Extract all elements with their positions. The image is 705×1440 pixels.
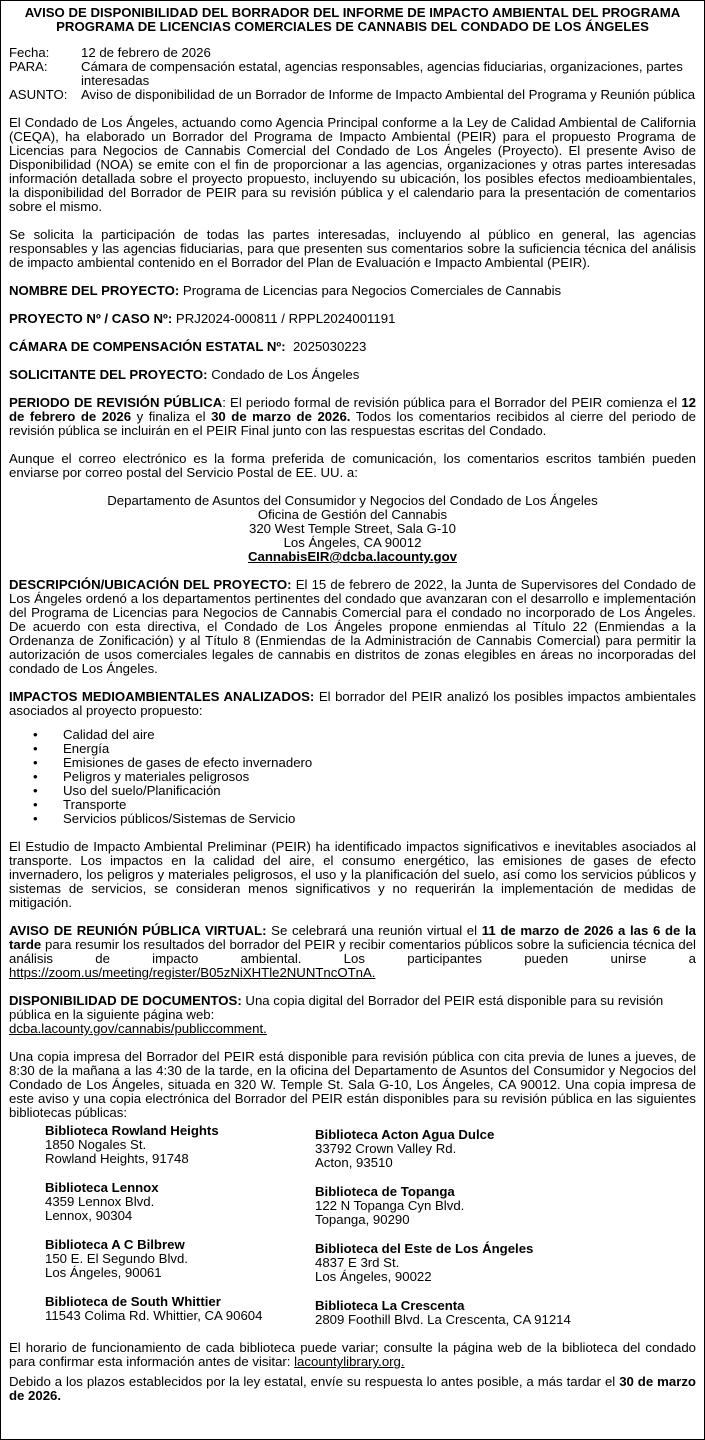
deadline-date: 30 de marzo de 2026. (9, 1374, 696, 1403)
list-item: • Uso del suelo/Planificación (33, 784, 696, 798)
description-label: DESCRIPCIÓN/UBICACIÓN DEL PROYECTO: (9, 577, 292, 592)
library-column-left (9, 1124, 315, 1327)
mailing-address (9, 494, 696, 564)
library-city: Los Ángeles, 90061 (45, 1265, 162, 1280)
applicant-field (9, 368, 696, 382)
list-item: • Servicios públicos/Sistemas de Servicio (33, 812, 696, 826)
clearinghouse-value: 2025030223 (285, 339, 367, 354)
applicant-label: SOLICITANTE DEL PROYECTO: (9, 367, 208, 382)
impacts-text: El borrador del PEIR analizó los posibles impactos ambientales asociados al proyecto propuesto: (9, 689, 696, 718)
fecha-label: Fecha: (9, 45, 50, 60)
library-name: Biblioteca del Este de Los Ángeles (315, 1241, 534, 1256)
hours-text: El horario de funcionamiento de cada biblioteca puede variar; consulte la página web de la biblioteca del condado para confirmar esta información antes de visitar: (9, 1340, 696, 1369)
library-city: Lennox, 90304 (45, 1208, 133, 1223)
applicant-value: Condado de Los Ángeles (207, 367, 360, 382)
list-item (315, 1185, 571, 1227)
documents-paragraph (9, 994, 696, 1036)
library-list (9, 1124, 696, 1327)
list-item (315, 1299, 571, 1327)
case-number-label: PROYECTO Nº / CASO Nº: (9, 311, 173, 326)
address-line-2: Oficina de Gestión del Cannabis (257, 507, 448, 522)
impacts-label: IMPACTOS MEDIOAMBIENTALES ANALIZADOS: (9, 689, 315, 704)
library-address: 11543 Colima Rd. Whittier, CA 90604 (45, 1308, 263, 1323)
library-name: Biblioteca de South Whittier (45, 1294, 221, 1309)
meeting-text-1: Se celebrará una reunión virtual el (266, 923, 482, 938)
library-address: 1850 Nogales St. (45, 1137, 147, 1152)
library-name: Biblioteca de Topanga (315, 1184, 455, 1199)
list-item (45, 1295, 315, 1323)
fecha-value: 12 de febrero de 2026 (81, 45, 211, 60)
para-value: Cámara de compensación estatal, agencias responsables, agencias fiduciarias, organizaciones, partes interesadas (81, 59, 683, 88)
zoom-link[interactable]: https://zoom.us/meeting/register/B05zNiXHTle2NUNTncOTnA. (9, 965, 376, 980)
notice-title (9, 6, 696, 34)
meeting-paragraph (9, 924, 696, 980)
list-item (315, 1242, 571, 1284)
list-item: • Peligros y materiales peligrosos (33, 770, 696, 784)
documents-text: Una copia digital del Borrador del PEIR está disponible para su revisión pública en la siguiente página web: (9, 993, 664, 1022)
list-item: • Calidad del aire (33, 728, 696, 742)
case-number-value: PRJ2024-000811 / RPPL2024001191 (172, 311, 396, 326)
library-city: Los Ángeles, 90022 (315, 1269, 432, 1284)
mail-note: Aunque el correo electrónico es la forma preferida de comunicación, los comentarios escritos también pueden enviarse por correo postal del Servicio Postal de EE. UU. a: (9, 451, 696, 480)
para-label: PARA: (9, 59, 48, 74)
title-line-1: AVISO DE DISPONIBILIDAD DEL BORRADOR DEL INFORME DE IMPACTO AMBIENTAL DEL PROGRAMA (24, 5, 681, 20)
review-text-2: y finaliza el (131, 409, 212, 424)
library-city: Acton, 93510 (315, 1155, 393, 1170)
review-end-date: 30 de marzo de 2026. (211, 409, 351, 424)
documents-label: DISPONIBILIDAD DE DOCUMENTOS: (9, 993, 242, 1008)
review-start-date: 12 de febrero de 2026 (9, 395, 697, 424)
list-item (45, 1181, 315, 1223)
asunto-label: ASUNTO: (9, 87, 68, 102)
meeting-date: 11 de marzo de 2026 a las 6 de la tarde (9, 923, 697, 952)
list-item (45, 1124, 315, 1166)
library-name: Biblioteca Acton Agua Dulce (315, 1127, 495, 1142)
review-period-paragraph (9, 396, 696, 438)
description-text: El 15 de febrero de 2022, la Junta de Supervisores del Condado de Los Ángeles ordenó a los departamentos pertinentes del condado que avanzaran con el desarrollo e implementación del Programa de Licencias para Negocios de Cannabis Comercial para el condado no incorporado de Los Ángeles. De acuerdo con esta directiva, el Condado de Los Ángeles propone enmiendas al Título 22 (Enmiendas a la Ordenanza de Zonificación) y al Título 8 (Enmiendas de la Administración de Cannabis Comercial) para permitir la autorización de usos comerciales legales de cannabis en distritos de zonas elegibles en áreas no incorporadas del condado de Los Ángeles. (9, 577, 696, 676)
fecha-row (9, 46, 696, 60)
case-number-field (9, 312, 696, 326)
asunto-row (9, 88, 696, 102)
list-item: • Transporte (33, 798, 696, 812)
review-text-3: Todos los comentarios recibidos al cierre del periodo de revisión pública se incluirán en el PEIR Final junto con las respuestas escritas del Condado. (9, 409, 697, 438)
library-name: Biblioteca Rowland Heights (45, 1123, 219, 1138)
para-row (9, 60, 696, 88)
list-item: • Energía (33, 742, 696, 756)
project-name-field (9, 284, 696, 298)
list-item: • Emisiones de gases de efecto invernadero (33, 756, 696, 770)
print-copy-paragraph: Una copia impresa del Borrador del PEIR está disponible para revisión pública con cita previa de lunes a jueves, de 8:30 de la mañana a las 4:30 de la tarde, en la oficina del Departamento de Asuntos del Consumidor y Negocios del Condado de Los Ángeles, situada en 320 W. Temple St. Sala G-10, Los Ángeles, CA 90012. Una copia impresa de este aviso y una copia electrónica del Borrador del PEIR están disponibles para su revisión pública en las siguientes bibliotecas públicas: (9, 1049, 696, 1120)
library-address: 2809 Foothill Blvd. La Crescenta, CA 91214 (315, 1312, 571, 1327)
list-item (315, 1128, 571, 1170)
description-paragraph (9, 578, 696, 676)
library-address: 4837 E 3rd St. (315, 1255, 400, 1270)
impacts-summary: El Estudio de Impacto Ambiental Preliminar (PEIR) ha identificado impactos significativos e inevitables asociados al transporte. Los impactos en la calidad del aire, el consumo energético, las emisiones de gases de efecto invernadero, los peligros y materiales peligrosos, el uso y la planificación del suelo, así como los servicios públicos y sistemas de servicios, se consideran menos significativos y no requerirán la implementación de medidas de mitigación. (9, 839, 696, 910)
library-address: 4359 Lennox Blvd. (45, 1194, 155, 1209)
address-line-3: 320 West Temple Street, Sala G-10 (249, 521, 456, 536)
project-name-value: Programa de Licencias para Negocios Comerciales de Cannabis (179, 283, 562, 298)
deadline-text: Debido a los plazos establecidos por la ley estatal, envíe su respuesta lo antes posible, a más tardar el (9, 1374, 620, 1389)
title-line-2: PROGRAMA DE LICENCIAS COMERCIALES DE CANNABIS DEL CONDADO DE LOS ÁNGELES (56, 19, 649, 34)
library-column-right (315, 1124, 571, 1327)
library-address: 33792 Crown Valley Rd. (315, 1141, 457, 1156)
impacts-list (9, 728, 696, 826)
library-address: 150 E. El Segundo Blvd. (45, 1251, 188, 1266)
library-name: Biblioteca A C Bilbrew (45, 1237, 185, 1252)
documents-link[interactable]: dcba.lacounty.gov/cannabis/publiccomment. (9, 1021, 267, 1036)
email-link[interactable]: CannabisEIR@dcba.lacounty.gov (248, 549, 457, 564)
closing-section (9, 1341, 696, 1403)
meeting-text-2: para resumir los resultados del borrador del PEIR y recibir comentarios públicos sobre la suficiencia técnica del análisis de impacto ambiental. Los participantes pueden unirse a (9, 937, 696, 966)
deadline-paragraph (9, 1375, 696, 1403)
list-item (45, 1238, 315, 1280)
review-period-label: PERIODO DE REVISIÓN PÚBLICA (9, 395, 223, 410)
intro-paragraph-2: Se solicita la participación de todas las partes interesadas, incluyendo al público en general, las agencias responsables y las agencias fiduciarias, para que presenten sus comentarios sobre la suficiencia técnica del análisis de impacto ambiental contenido en el Borrador del Plan de Evaluación e Impacto Ambiental (PEIR). (9, 227, 696, 270)
memo-header (9, 46, 696, 102)
meeting-label: AVISO DE REUNIÓN PÚBLICA VIRTUAL: (9, 923, 267, 938)
review-text-1: : El periodo formal de revisión pública para el Borrador del PEIR comienza el (222, 395, 682, 410)
library-address: 122 N Topanga Cyn Blvd. (315, 1198, 465, 1213)
library-website-link[interactable]: lacountylibrary.org. (294, 1354, 405, 1369)
asunto-value: Aviso de disponibilidad de un Borrador de Informe de Impacto Ambiental del Programa y Reunión pública (81, 87, 696, 102)
address-line-1: Departamento de Asuntos del Consumidor y Negocios del Condado de Los Ángeles (107, 493, 598, 508)
impacts-intro (9, 690, 696, 718)
project-name-label: NOMBRE DEL PROYECTO: (9, 283, 180, 298)
clearinghouse-label: CÁMARA DE COMPENSACIÓN ESTATAL Nº: (9, 339, 286, 354)
library-name: Biblioteca Lennox (45, 1180, 159, 1195)
library-city: Topanga, 90290 (315, 1212, 410, 1227)
clearinghouse-field (9, 340, 696, 354)
library-name: Biblioteca La Crescenta (315, 1298, 465, 1313)
library-city: Rowland Heights, 91748 (45, 1151, 189, 1166)
intro-paragraph-1: El Condado de Los Ángeles, actuando como Agencia Principal conforme a la Ley de Calidad Ambiental de California (CEQA), ha elaborado un Borrador del Programa de Impacto Ambiental (PEIR) para el propuesto Programa de Licencias para Negocios de Cannabis Comercial del Condado de Los Ángeles (Proyecto). El presente Aviso de Disponibilidad (NOA) se emite con el fin de proporcionar a las agencias, organizaciones y otras partes interesadas información detallada sobre el proyecto propuesto, incluyendo su ubicación, los posibles efectos medioambientales, la disponibilidad del Borrador de PEIR para su revisión pública y el calendario para la presentación de comentarios sobre el mismo. (9, 115, 696, 214)
address-line-4: Los Ángeles, CA 90012 (283, 535, 422, 550)
hours-paragraph (9, 1341, 696, 1369)
